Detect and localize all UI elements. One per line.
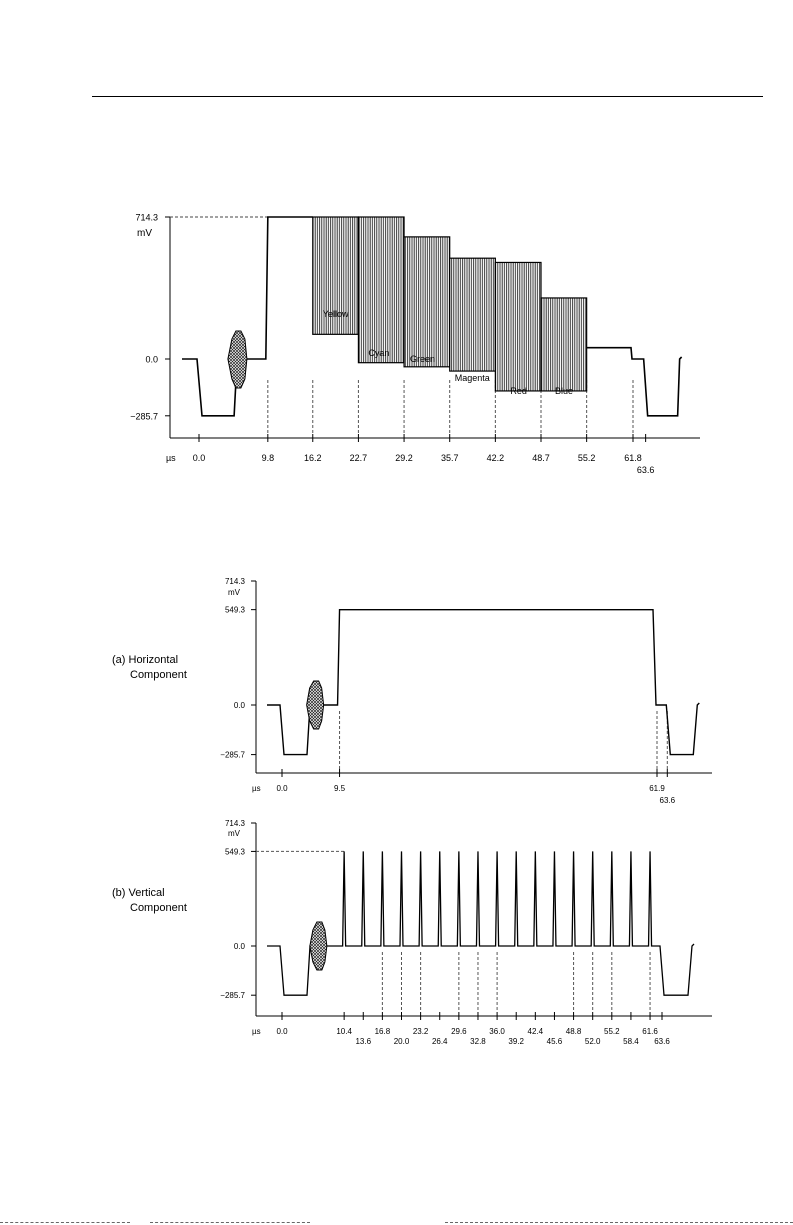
horizontal-waveform xyxy=(267,610,699,755)
x-tick-label: 45.6 xyxy=(546,1037,563,1046)
x-unit-label: µs xyxy=(252,784,261,793)
x-tick-label: 48.7 xyxy=(532,453,550,463)
y-tick-label: −285.7 xyxy=(220,750,245,760)
color-bar-cyan xyxy=(358,217,404,363)
bar-label-blue: Blue xyxy=(555,386,574,396)
x-tick-label: 22.7 xyxy=(349,453,368,463)
x-unit-label: µs xyxy=(252,1027,261,1036)
y-tick-label: 0.0 xyxy=(233,701,245,710)
waveform-black-sync xyxy=(587,348,682,416)
color-burst xyxy=(228,331,247,388)
color-bar-green xyxy=(404,237,450,367)
x-tick-label: 32.8 xyxy=(470,1037,486,1046)
x-tick-label: 63.6 xyxy=(636,465,655,475)
x-tick-label: 36.0 xyxy=(489,1027,505,1036)
x-tick-label: 42.2 xyxy=(486,453,505,463)
x-tick-label: 29.6 xyxy=(451,1027,467,1036)
footer-rule-left xyxy=(0,1222,130,1223)
horizontal-label-line1: (a) Horizontal xyxy=(112,654,179,666)
bar-label-cyan: Cyan xyxy=(368,348,390,358)
y-tick-label: 0.0 xyxy=(145,354,158,365)
horizontal-label-line2: Component xyxy=(130,669,187,681)
x-tick-label: 16.8 xyxy=(374,1027,391,1036)
x-tick-label: 9.5 xyxy=(333,784,346,793)
x-tick-label: 61.8 xyxy=(624,453,642,463)
color-bar-magenta xyxy=(450,258,496,371)
x-tick-label: 61.9 xyxy=(649,784,665,793)
x-tick-label: 0.0 xyxy=(276,1027,288,1036)
x-tick-label: 9.8 xyxy=(261,453,275,463)
x-tick-label: 35.7 xyxy=(440,453,459,463)
x-tick-label: 52.0 xyxy=(584,1037,601,1046)
x-tick-label: 61.6 xyxy=(642,1027,658,1036)
x-tick-label: 58.4 xyxy=(623,1037,639,1046)
x-tick-label: 63.6 xyxy=(654,1037,670,1046)
x-tick-label: 10.4 xyxy=(336,1027,352,1036)
y-tick-label: −285.7 xyxy=(220,991,245,1001)
x-tick-label: 29.2 xyxy=(395,453,413,463)
x-tick-label: 23.2 xyxy=(412,1027,429,1036)
x-tick-label: 48.8 xyxy=(565,1027,582,1036)
footer-rule-mid xyxy=(150,1222,310,1223)
waveform-sync-white xyxy=(182,217,313,416)
y-tick-label: −285.7 xyxy=(130,411,158,422)
x-tick-label: 63.6 xyxy=(659,796,676,805)
y-tick-label: 714.3 xyxy=(135,212,158,223)
x-tick-label: 55.2 xyxy=(577,453,596,463)
bar-label-magenta: Magenta xyxy=(454,373,490,383)
y-tick-label: 0.0 xyxy=(233,942,245,951)
horizontal-component-chart xyxy=(0,560,793,810)
x-tick-label: 39.2 xyxy=(508,1037,525,1046)
color-bar-red xyxy=(495,262,541,391)
vertical-label-line1: (b) Vertical xyxy=(112,887,165,899)
y-tick-label: 549.3 xyxy=(224,847,245,857)
y-tick-label: 714.3 xyxy=(224,819,245,828)
x-tick-label: 16.2 xyxy=(304,453,322,463)
bar-label-green: Green xyxy=(410,354,436,364)
x-tick-label: 20.0 xyxy=(393,1037,410,1046)
x-tick-label: 13.6 xyxy=(355,1037,372,1046)
x-tick-label: 0.0 xyxy=(276,784,288,793)
y-unit-label: mV xyxy=(137,228,152,239)
vertical-label-line2: Component xyxy=(130,902,187,914)
y-unit-label: mV xyxy=(228,829,240,838)
footer-rule-right xyxy=(445,1222,793,1223)
y-tick-label: 549.3 xyxy=(224,605,245,615)
color-burst xyxy=(310,922,327,970)
color-bar-chart xyxy=(0,0,793,500)
color-bar-blue xyxy=(541,298,587,391)
y-unit-label: mV xyxy=(228,588,240,597)
x-tick-label: 0.0 xyxy=(192,453,206,463)
x-tick-label: 26.4 xyxy=(431,1037,448,1046)
y-tick-label: 714.3 xyxy=(224,577,245,586)
x-unit-label: µs xyxy=(166,453,176,463)
bar-label-red: Red xyxy=(510,386,527,396)
vertical-waveform xyxy=(267,851,694,995)
bar-label-yellow: Yellow xyxy=(322,309,349,319)
x-tick-label: 55.2 xyxy=(604,1027,620,1036)
x-tick-label: 42.4 xyxy=(527,1027,544,1036)
vertical-component-chart xyxy=(0,810,793,1070)
